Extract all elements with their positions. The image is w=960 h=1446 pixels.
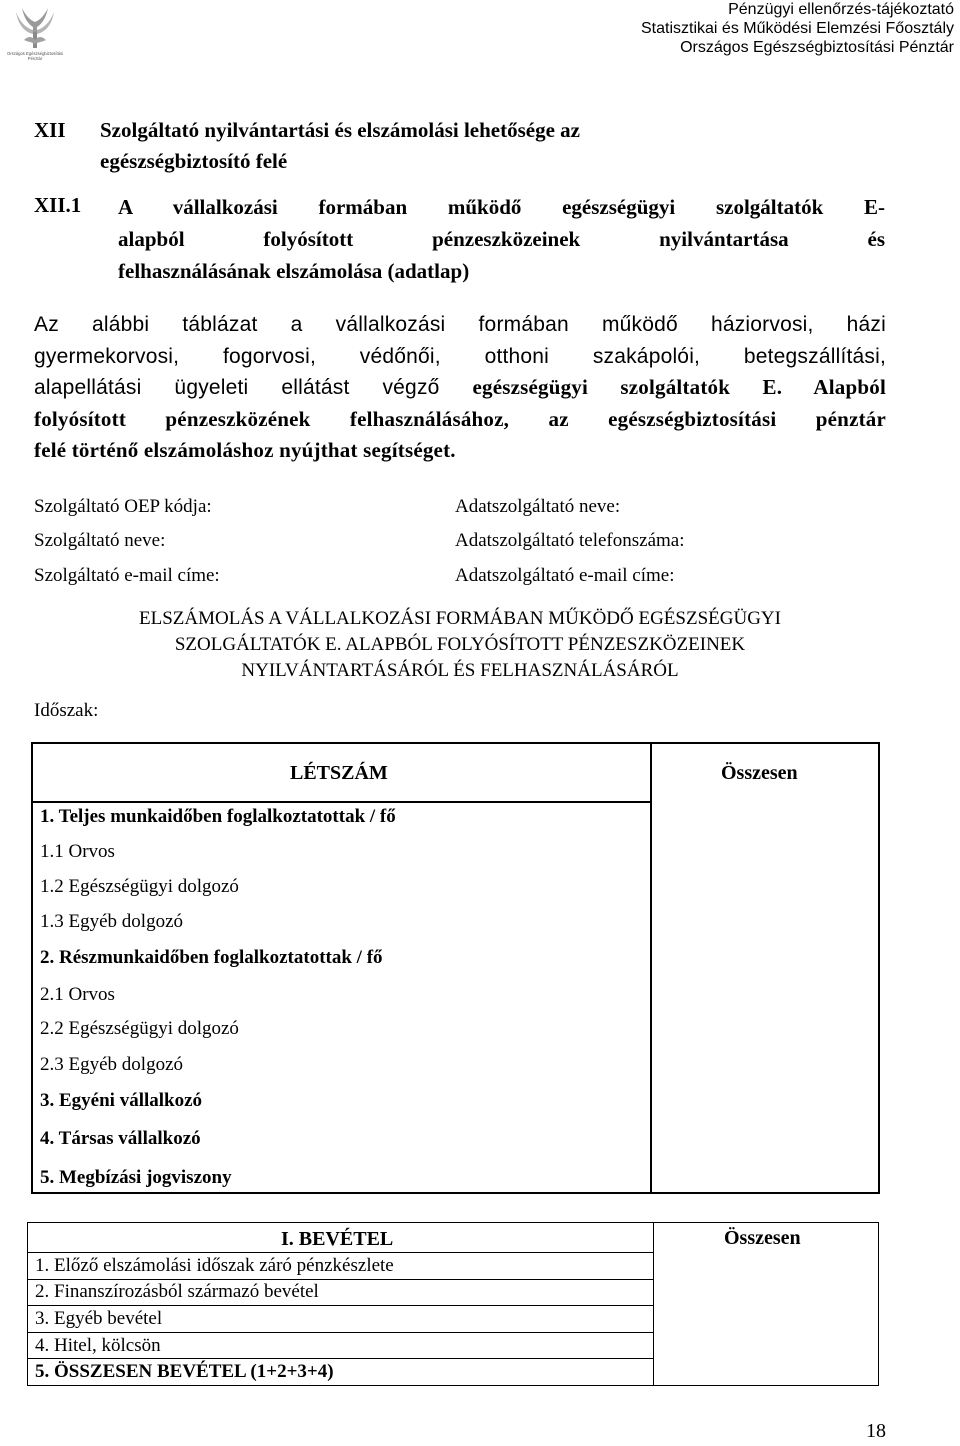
page-number: 18 (866, 1420, 886, 1442)
income-row: 2. Finanszírozásból származó bevétel (35, 1281, 319, 1302)
income-table (27, 1222, 879, 1386)
section-number: XII (34, 118, 66, 142)
intro-line-3-normal: alapellátási ügyeleti ellátást végző (34, 376, 473, 399)
table-divider (28, 1305, 653, 1306)
income-total-header: Összesen (724, 1227, 801, 1249)
document-header (641, 0, 954, 57)
table-divider (28, 1358, 653, 1359)
header-line-2: Statisztikai és Működési Elemzési Főosztály (641, 20, 954, 37)
headcount-row: 2.3 Egyéb dolgozó (40, 1054, 184, 1075)
reporter-email-label: Adatszolgáltató e-mail címe: (455, 565, 675, 586)
headcount-row: 2. Részmunkaidőben foglalkoztatottak / fő (40, 947, 383, 968)
headcount-row: 2.2 Egészségügyi dolgozó (40, 1018, 239, 1039)
headcount-row: 1.3 Egyéb dolgozó (40, 911, 184, 932)
income-row: 1. Előző elszámolási időszak záró pénzkészlete (35, 1255, 394, 1276)
form-title-line-1: ELSZÁMOLÁS A VÁLLALKOZÁSI FORMÁBAN MŰKÖDŐ EGÉSZSÉGÜGYI (139, 608, 781, 629)
headcount-table (31, 742, 880, 1194)
income-header: I. BEVÉTEL (281, 1228, 394, 1250)
provider-oep-code-label: Szolgáltató OEP kódja: (34, 496, 212, 517)
subsection-title-line-3: felhasználásának elszámolása (adatlap) (118, 259, 470, 283)
header-line-1: Pénzügyi ellenőrzés-tájékoztató (728, 1, 954, 18)
income-row: 4. Hitel, kölcsön (35, 1335, 161, 1356)
headcount-header: LÉTSZÁM (290, 762, 388, 784)
intro-line-1: Az alábbi táblázat a vállalkozási formában működő háziorvosi, házi (34, 313, 886, 336)
provider-email-label: Szolgáltató e-mail címe: (34, 565, 220, 586)
table-divider (33, 801, 650, 803)
form-title-line-2: SZOLGÁLTATÓK E. ALAPBÓL FOLYÓSÍTOTT PÉNZESZKÖZEINEK (174, 634, 746, 655)
section-title (100, 115, 580, 177)
form-title (40, 606, 880, 684)
subsection-title (118, 191, 885, 287)
section-title-line-2: egészségbiztosító felé (100, 149, 288, 173)
income-row: 3. Egyéb bevétel (35, 1308, 163, 1329)
headcount-total-header: Összesen (721, 762, 798, 784)
headcount-row: 1. Teljes munkaidőben foglalkoztatottak / fő (40, 806, 396, 827)
subsection-title-line-1: A vállalkozási formában működő egészségügyi szolgáltatók E- (118, 195, 885, 219)
headcount-row: 1.1 Orvos (40, 841, 115, 862)
headcount-row: 4. Társas vállalkozó (40, 1128, 201, 1149)
income-row: 5. ÖSSZESEN BEVÉTEL (1+2+3+4) (35, 1361, 334, 1382)
subsection-number: XII.1 (34, 193, 82, 217)
period-label: Időszak: (34, 700, 99, 721)
intro-line-4: folyósított pénzeszközének felhasználásához, az egészségbiztosítási pénztár (34, 406, 886, 431)
table-divider (650, 801, 652, 1194)
intro-line-3 (34, 372, 886, 404)
intro-line-5: felé történő elszámoláshoz nyújthat segítséget. (34, 438, 456, 462)
logo-text-2: Pénztár (27, 56, 43, 61)
table-divider (28, 1252, 653, 1253)
logo-text-1: Országos Egészségbiztosítási (6, 51, 64, 56)
headcount-row: 3. Egyéni vállalkozó (40, 1090, 203, 1111)
intro-line-3-bold: egészségügyi szolgáltatók E. Alapból (472, 375, 886, 399)
subsection-title-line-2: alapból folyósított pénzeszközeinek nyilvántartása és (118, 227, 885, 251)
table-divider (650, 744, 652, 801)
form-title-line-3: NYILVÁNTARTÁSÁRÓL ÉS FELHASZNÁLÁSÁRÓL (241, 660, 679, 681)
header-line-3: Országos Egészségbiztosítási Pénztár (680, 39, 954, 56)
headcount-row: 1.2 Egészségügyi dolgozó (40, 876, 239, 897)
reporter-name-label: Adatszolgáltató neve: (455, 496, 621, 517)
reporter-phone-label: Adatszolgáltató telefonszáma: (455, 530, 685, 551)
headcount-row: 5. Megbízási jogviszony (40, 1167, 232, 1188)
provider-name-label: Szolgáltató neve: (34, 530, 166, 551)
table-divider (653, 1223, 654, 1385)
headcount-row: 2.1 Orvos (40, 984, 115, 1005)
table-divider (28, 1332, 653, 1333)
oep-logo (2, 2, 68, 62)
intro-paragraph (34, 309, 886, 467)
intro-line-2: gyermekorvosi, fogorvosi, védőnői, otthoni szakápolói, betegszállítási, (34, 344, 886, 368)
oep-logo-icon (2, 2, 68, 62)
section-title-line-1: Szolgáltató nyilvántartási és elszámolási lehetősége az (100, 118, 581, 142)
